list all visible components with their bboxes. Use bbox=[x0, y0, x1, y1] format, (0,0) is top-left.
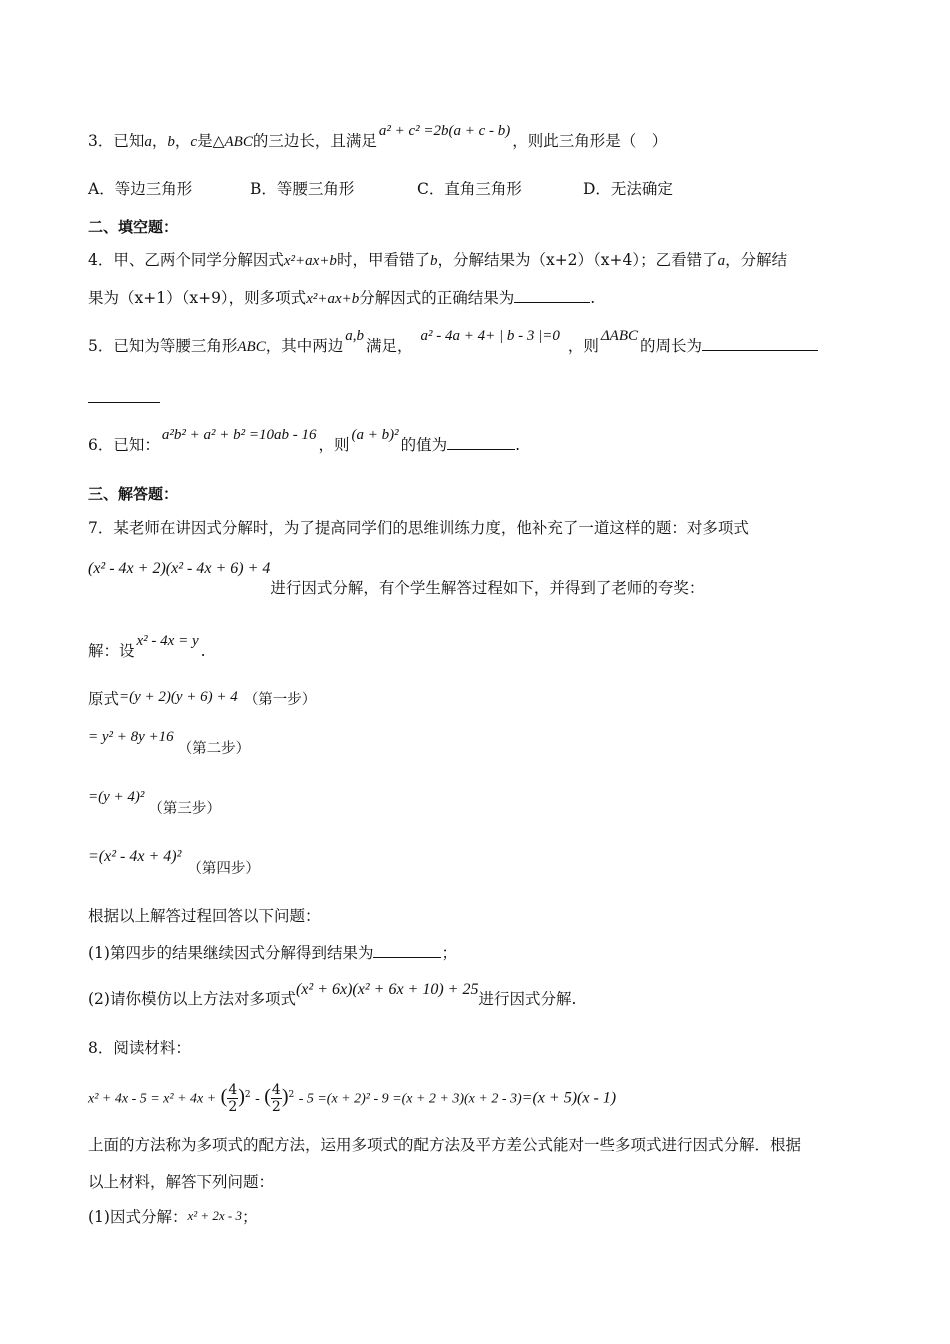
q3-formula: a² + c² =2b(a + c - b) bbox=[378, 123, 511, 139]
q4-var-b: b bbox=[429, 253, 438, 269]
q4-line2-post: . bbox=[590, 289, 596, 307]
q6-text-mid: ，则 bbox=[318, 436, 350, 454]
q6-text-end: . bbox=[515, 436, 521, 454]
q3-text-mid2: 的三边长，且满足 bbox=[252, 132, 377, 150]
q8-frac-term-2: ( $\frac{4}{2}$ )$^2$ bbox=[264, 1082, 295, 1115]
q7-substitution: x² - 4x = y bbox=[136, 633, 199, 649]
q6-answer-blank[interactable] bbox=[447, 433, 515, 450]
q8-frac-1 bbox=[227, 1082, 238, 1115]
q8-frac-1-num: 4 bbox=[228, 1082, 238, 1098]
q5-text-mid3: ，则 bbox=[567, 337, 599, 355]
q7-sol-pre: 解：设 bbox=[88, 642, 135, 660]
q7-step4 bbox=[88, 845, 260, 877]
q5-text-post: 的周长为 bbox=[640, 337, 703, 355]
q3-text-post: ，则此三角形是（ ） bbox=[512, 132, 668, 150]
q5-formula: a² - 4a + 4+ | b - 3 |=0 bbox=[420, 328, 560, 344]
q8-paragraph-line2: 以上材料，解答下列问题： bbox=[88, 1173, 275, 1191]
q6-expression: (a + b)² bbox=[351, 427, 399, 443]
q8-frac-term-1: ( $\frac{4}{2}$ )$^2$ bbox=[220, 1082, 251, 1115]
q6-formula: a²b² + a² + b² =10ab - 16 bbox=[161, 427, 317, 443]
q8-sub1-pre: (1)因式分解： bbox=[88, 1208, 188, 1226]
q4-poly: x²+ax+b bbox=[283, 253, 337, 269]
q4-text-post: ，分解结 bbox=[725, 251, 788, 269]
q8-sub1-end: ； bbox=[242, 1208, 258, 1226]
q7-sub2-post: 进行因式分解. bbox=[478, 990, 577, 1008]
q8-frac-2 bbox=[271, 1082, 282, 1115]
q7-sub2-pre: (2)请你模仿以上方法对多项式 bbox=[88, 990, 296, 1008]
q7-step3 bbox=[88, 785, 221, 817]
q7-line1: 7．某老师在讲因式分解时，为了提高同学们的思维训练力度，他补充了一道这样的题：对多项式 bbox=[88, 519, 749, 537]
q8-title: 8．阅读材料： bbox=[88, 1039, 191, 1057]
q7-step1-label: （第一步） bbox=[243, 692, 317, 708]
q7-sub1-text: (1)第四步的结果继续因式分解得到结果为 bbox=[88, 944, 374, 962]
q3-triangle: ABC bbox=[224, 134, 253, 150]
q7-line2-post: 进行因式分解，有个学生解答过程如下，并得到了老师的夸奖： bbox=[270, 579, 705, 597]
q4-text-mid: 时，甲看错了 bbox=[336, 251, 430, 269]
q7-question-intro: 根据以上解答过程回答以下问题： bbox=[88, 907, 321, 925]
q4-text-mid2: ，分解结果为（x+2）（x+4）；乙看错了 bbox=[437, 251, 718, 269]
q7-step3-expr: =(y + 4)² bbox=[88, 789, 145, 805]
q4-line2-pre: 果为（x+1）（x+9），则多项式 bbox=[88, 289, 307, 307]
q8-frac-1-den: 2 bbox=[228, 1099, 238, 1115]
q5-answer-blank[interactable] bbox=[702, 334, 818, 351]
q8-sub1-expr: x² + 2x - 3 bbox=[187, 1208, 243, 1223]
q7-step1-pre: 原式 bbox=[88, 690, 120, 708]
q7-poly: (x² - 4x + 2)(x² - 4x + 6) + 4 bbox=[88, 560, 271, 577]
q4-answer-blank[interactable] bbox=[514, 286, 590, 303]
q7-sub1-end: ； bbox=[441, 944, 457, 962]
q5-text-mid: ，其中两边 bbox=[265, 337, 344, 355]
q5-delta-triangle: ΔABC bbox=[600, 328, 639, 344]
section-solve-title: 三、解答题： bbox=[88, 485, 179, 503]
q6-stem bbox=[88, 427, 521, 457]
q5-stem bbox=[88, 328, 818, 358]
q4-line2 bbox=[88, 286, 595, 310]
var-b: b bbox=[167, 134, 175, 150]
q7-step1 bbox=[88, 688, 316, 711]
q8-formula-part-c: =(x + 5)(x - 1) bbox=[521, 1089, 617, 1107]
q3-text-mid: 是△ bbox=[197, 132, 225, 150]
q8-paragraph-line1: 上面的方法称为多项式的配方法，运用多项式的配方法及平方差公式能对一些多项式进行因式分解．根据 bbox=[88, 1136, 802, 1154]
q3-option-c: C．直角三角形 bbox=[417, 180, 522, 198]
q3-number: 3．已知 bbox=[88, 132, 145, 150]
q8-frac-2-den: 2 bbox=[271, 1099, 281, 1115]
q5-triangle: ABC bbox=[237, 339, 266, 355]
q6-text-post: 的值为 bbox=[400, 436, 448, 454]
q5-sides: a,b bbox=[345, 328, 364, 344]
q8-formula-part-a: x² + 4x - 5 = x² + 4x + bbox=[88, 1091, 217, 1107]
q8-frac-2-num: 4 bbox=[271, 1082, 281, 1098]
q7-sub2-poly: (x² + 6x)(x² + 6x + 10) + 25 bbox=[295, 981, 479, 998]
q4-line1 bbox=[88, 249, 787, 272]
q4-line2-mid: 分解因式的正确结果为 bbox=[359, 289, 515, 307]
q7-line2 bbox=[88, 560, 705, 597]
q4-poly-2: x²+ax+b bbox=[306, 291, 360, 307]
q7-sub2 bbox=[88, 981, 577, 1011]
q7-sol-end: . bbox=[200, 642, 206, 660]
section-fill-in-title: 二、填空题： bbox=[88, 218, 179, 236]
q8-formula-part-b: - 5 =(x + 2)² - 9 =(x + 2 + 3)(x + 2 - 3) bbox=[298, 1091, 522, 1107]
q7-step4-label: （第四步） bbox=[187, 861, 260, 877]
q4-var-a: a bbox=[717, 253, 726, 269]
var-c: c bbox=[190, 134, 198, 150]
q7-step4-expr: =(x² - 4x + 4)² bbox=[88, 848, 182, 865]
q7-step1-expr: =(y + 2)(y + 6) + 4 bbox=[119, 689, 238, 705]
q3-stem: 3．已知a，b，c是△ABC的三边长，且满足a² + c² =2b(a + c - b)，则此三角形是（ ） bbox=[88, 123, 668, 150]
q7-sub1-blank[interactable] bbox=[373, 941, 441, 958]
q7-sub1 bbox=[88, 941, 457, 964]
q7-step3-label: （第三步） bbox=[148, 801, 221, 817]
var-a: a bbox=[144, 134, 152, 150]
q7-step2-expr: = y² + 8y +16 bbox=[88, 729, 174, 745]
q3-option-a: A．等边三角形 bbox=[88, 180, 193, 198]
q6-text-pre: 6．已知： bbox=[88, 436, 160, 454]
q3-option-b: B．等腰三角形 bbox=[250, 180, 355, 198]
q5-text-mid2: 满足， bbox=[365, 337, 413, 355]
q4-text-pre: 4．甲、乙两个同学分解因式 bbox=[88, 251, 284, 269]
q8-sub1 bbox=[88, 1206, 258, 1229]
q7-step2 bbox=[88, 725, 251, 757]
q7-solution-setup bbox=[88, 633, 206, 663]
q8-formula: x² + 4x - 5 = x² + 4x + ( $\frac{4}{2}$ )$^2$ - ( $\frac{4}{2}$ )$^2$ - 5 =(x + 2)² - 9 =(x + 2 + 3)(x + 2 - 3)=(x + 5)(x - 1) bbox=[88, 1082, 617, 1115]
q7-step2-label: （第二步） bbox=[177, 741, 251, 757]
q5-text-pre: 5．已知为等腰三角形 bbox=[88, 337, 238, 355]
q3-option-d: D．无法确定 bbox=[583, 180, 673, 198]
q5-answer-blank-cont[interactable] bbox=[88, 402, 160, 403]
